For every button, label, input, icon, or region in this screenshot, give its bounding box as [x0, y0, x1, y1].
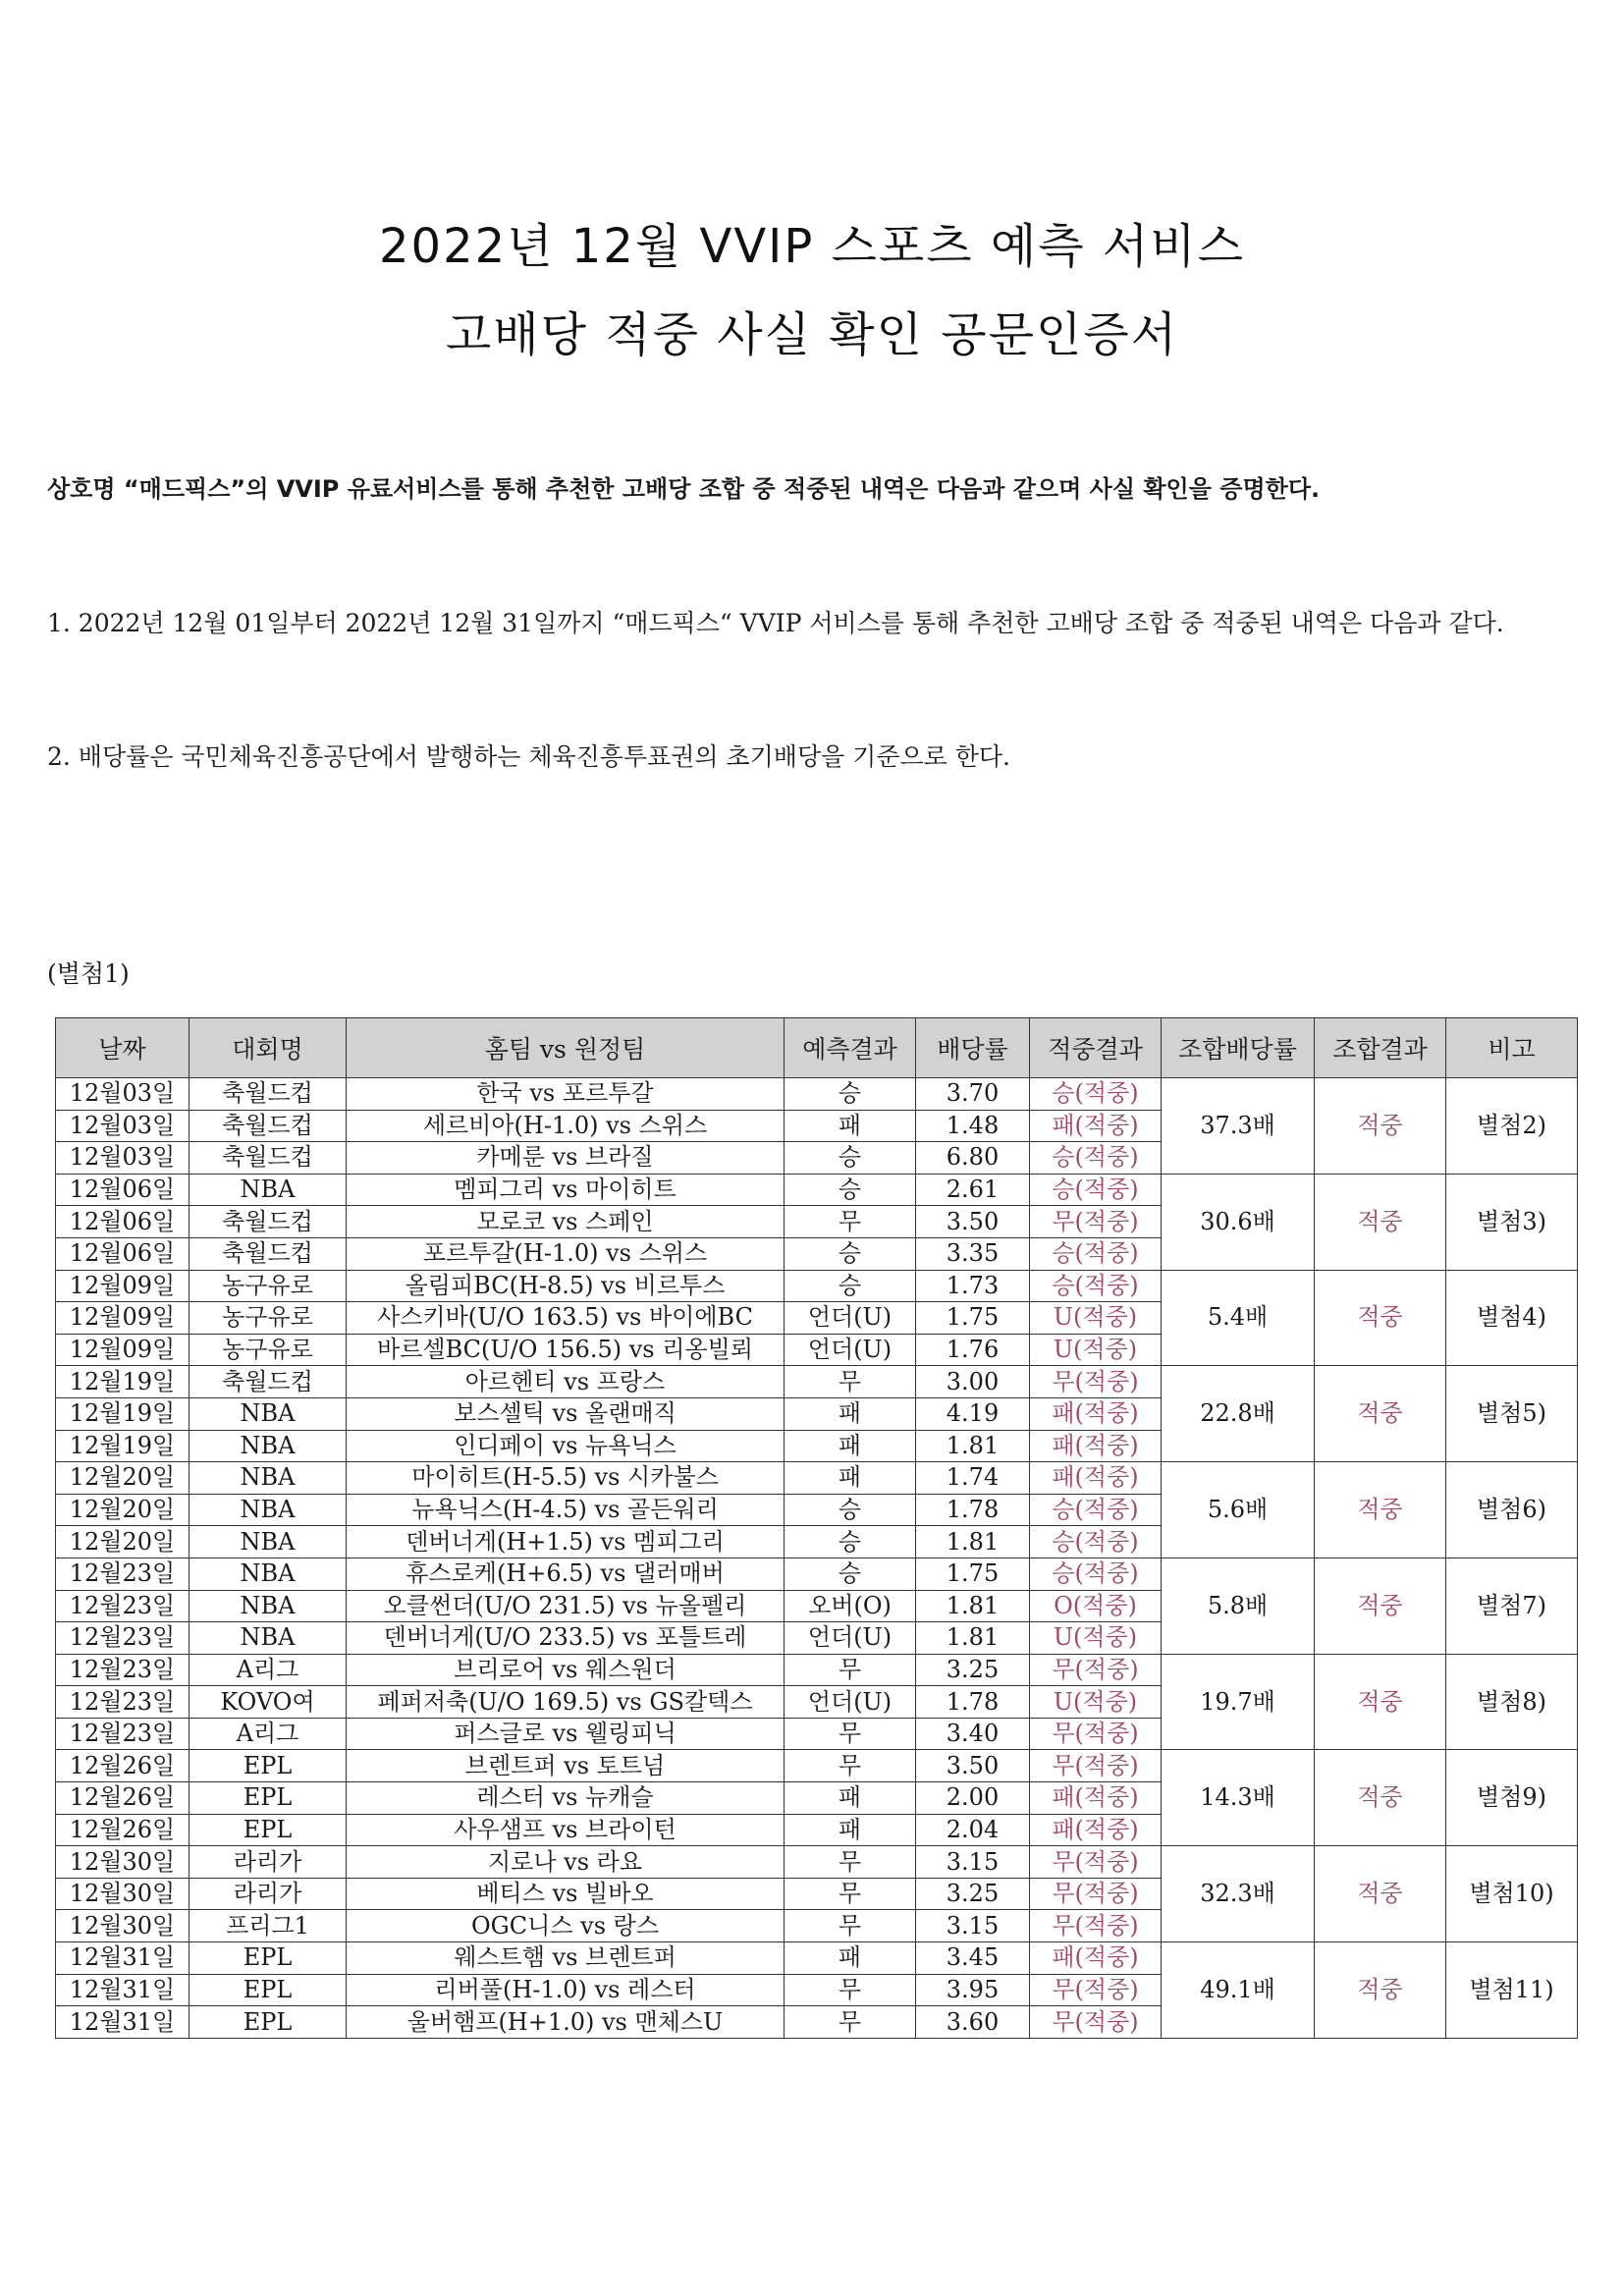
date-cell: 12월06일 — [56, 1237, 189, 1270]
hit-result-cell: 승(적중) — [1030, 1526, 1162, 1558]
date-cell: 12월06일 — [56, 1206, 189, 1238]
pick-cell: 무 — [785, 1846, 916, 1879]
hit-result-cell: 승(적중) — [1030, 1558, 1162, 1590]
pick-cell: 승 — [785, 1078, 916, 1111]
league-cell: NBA — [189, 1590, 347, 1622]
league-cell: 라리가 — [189, 1878, 347, 1910]
odds-cell: 1.75 — [916, 1558, 1030, 1590]
match-cell: 올림피BC(H-8.5) vs 비르투스 — [347, 1270, 785, 1302]
combo-result-cell: 적중 — [1315, 1558, 1446, 1654]
league-cell: 농구유로 — [189, 1334, 347, 1366]
odds-cell: 1.81 — [916, 1430, 1030, 1462]
date-cell: 12월19일 — [56, 1397, 189, 1430]
match-cell: 마이히트(H-5.5) vs 시카불스 — [347, 1462, 785, 1495]
odds-cell: 3.25 — [916, 1878, 1030, 1910]
odds-cell: 2.04 — [916, 1814, 1030, 1846]
odds-cell: 3.40 — [916, 1718, 1030, 1750]
league-cell: 축월드컵 — [189, 1110, 347, 1142]
pick-cell: 승 — [785, 1270, 916, 1302]
combo-result-cell: 적중 — [1315, 1846, 1446, 1942]
match-cell: 카메룬 vs 브라질 — [347, 1142, 785, 1175]
header-pick: 예측결과 — [785, 1018, 916, 1078]
pick-cell: 무 — [785, 1654, 916, 1686]
pick-cell: 오버(O) — [785, 1590, 916, 1622]
combo-result-cell: 적중 — [1315, 1942, 1446, 2039]
table-header-row — [56, 1018, 1578, 1078]
league-cell: A리그 — [189, 1718, 347, 1750]
pick-cell: 승 — [785, 1174, 916, 1206]
pick-cell: 무 — [785, 1750, 916, 1782]
note-cell: 별첨5) — [1446, 1366, 1578, 1462]
combo-result-cell: 적중 — [1315, 1270, 1446, 1366]
match-cell: 보스셀틱 vs 올랜매직 — [347, 1397, 785, 1430]
odds-cell: 1.74 — [916, 1462, 1030, 1495]
document-title-line1: 2022년 12월 VVIP 스포츠 예측 서비스 — [379, 219, 1245, 274]
table-row — [56, 1462, 1578, 1495]
odds-cell: 3.45 — [916, 1942, 1030, 1975]
hit-result-cell: 패(적중) — [1030, 1110, 1162, 1142]
match-cell: 오클썬더(U/O 231.5) vs 뉴올펠리 — [347, 1590, 785, 1622]
date-cell: 12월20일 — [56, 1462, 189, 1495]
match-cell: 레스터 vs 뉴캐슬 — [347, 1782, 785, 1815]
hit-result-cell: 무(적중) — [1030, 1974, 1162, 2006]
hit-result-cell: 승(적중) — [1030, 1494, 1162, 1526]
match-cell: 포르투갈(H-1.0) vs 스위스 — [347, 1237, 785, 1270]
pick-cell: 무 — [785, 1366, 916, 1398]
date-cell: 12월03일 — [56, 1078, 189, 1111]
pick-cell: 무 — [785, 1206, 916, 1238]
pick-cell: 패 — [785, 1430, 916, 1462]
date-cell: 12월31일 — [56, 2006, 189, 2039]
match-cell: 퍼스글로 vs 웰링피닉 — [347, 1718, 785, 1750]
note-cell: 별첨4) — [1446, 1270, 1578, 1366]
odds-cell: 1.76 — [916, 1334, 1030, 1366]
hit-result-cell: 승(적중) — [1030, 1142, 1162, 1175]
pick-cell: 언더(U) — [785, 1622, 916, 1655]
league-cell: NBA — [189, 1494, 347, 1526]
odds-cell: 3.15 — [916, 1910, 1030, 1942]
table-row — [56, 1558, 1578, 1590]
league-cell: A리그 — [189, 1654, 347, 1686]
combo-odds-cell: 22.8배 — [1162, 1366, 1315, 1462]
league-cell: NBA — [189, 1430, 347, 1462]
header-odds: 배당률 — [916, 1018, 1030, 1078]
match-cell: 페퍼저축(U/O 169.5) vs GS칼텍스 — [347, 1686, 785, 1719]
combo-odds-cell: 49.1배 — [1162, 1942, 1315, 2039]
date-cell: 12월30일 — [56, 1878, 189, 1910]
note-cell: 별첨7) — [1446, 1558, 1578, 1654]
league-cell: 축월드컵 — [189, 1078, 347, 1111]
header-note: 비고 — [1446, 1018, 1578, 1078]
table-row — [56, 1078, 1578, 1111]
league-cell: NBA — [189, 1558, 347, 1590]
match-cell: 브리로어 vs 웨스원더 — [347, 1654, 785, 1686]
odds-cell: 1.78 — [916, 1686, 1030, 1719]
combo-result-cell: 적중 — [1315, 1366, 1446, 1462]
league-cell: 축월드컵 — [189, 1237, 347, 1270]
match-cell: 사스키바(U/O 163.5) vs 바이에BC — [347, 1302, 785, 1335]
pick-cell: 승 — [785, 1558, 916, 1590]
combo-odds-cell: 32.3배 — [1162, 1846, 1315, 1942]
hit-result-cell: 무(적중) — [1030, 2006, 1162, 2039]
hit-result-cell: 승(적중) — [1030, 1270, 1162, 1302]
combo-odds-cell: 19.7배 — [1162, 1654, 1315, 1750]
match-cell: 지로나 vs 라요 — [347, 1846, 785, 1879]
pick-cell: 패 — [785, 1397, 916, 1430]
odds-cell: 1.75 — [916, 1302, 1030, 1335]
date-cell: 12월09일 — [56, 1302, 189, 1335]
hit-result-cell: 무(적중) — [1030, 1206, 1162, 1238]
league-cell: NBA — [189, 1174, 347, 1206]
combo-odds-cell: 14.3배 — [1162, 1750, 1315, 1846]
table-row — [56, 1174, 1578, 1206]
combo-odds-cell: 5.6배 — [1162, 1462, 1315, 1558]
note-cell: 별첨3) — [1446, 1174, 1578, 1270]
odds-cell: 1.81 — [916, 1622, 1030, 1655]
note-cell: 별첨8) — [1446, 1654, 1578, 1750]
odds-cell: 3.35 — [916, 1237, 1030, 1270]
league-cell: EPL — [189, 1750, 347, 1782]
hit-result-cell: 패(적중) — [1030, 1814, 1162, 1846]
pick-cell: 패 — [785, 1462, 916, 1495]
date-cell: 12월23일 — [56, 1718, 189, 1750]
header-date: 날짜 — [56, 1018, 189, 1078]
league-cell: NBA — [189, 1526, 347, 1558]
league-cell: 농구유로 — [189, 1302, 347, 1335]
match-cell: 브렌트퍼 vs 토트넘 — [347, 1750, 785, 1782]
date-cell: 12월09일 — [56, 1334, 189, 1366]
pick-cell: 승 — [785, 1494, 916, 1526]
date-cell: 12월31일 — [56, 1974, 189, 2006]
odds-cell: 2.61 — [916, 1174, 1030, 1206]
match-cell: 울버햄프(H+1.0) vs 맨체스U — [347, 2006, 785, 2039]
match-cell: 휴스로케(H+6.5) vs 댈러매버 — [347, 1558, 785, 1590]
date-cell: 12월20일 — [56, 1526, 189, 1558]
hit-result-cell: 패(적중) — [1030, 1942, 1162, 1975]
note-cell: 별첨11) — [1446, 1942, 1578, 2039]
pick-cell: 무 — [785, 1974, 916, 2006]
league-cell: 축월드컵 — [189, 1366, 347, 1398]
combo-result-cell: 적중 — [1315, 1078, 1446, 1175]
hit-result-cell: 승(적중) — [1030, 1174, 1162, 1206]
combo-result-cell: 적중 — [1315, 1750, 1446, 1846]
match-cell: 덴버너게(U/O 233.5) vs 포틀트레 — [347, 1622, 785, 1655]
combo-odds-cell: 5.8배 — [1162, 1558, 1315, 1654]
combo-result-cell: 적중 — [1315, 1174, 1446, 1270]
pick-cell: 승 — [785, 1142, 916, 1175]
date-cell: 12월31일 — [56, 1942, 189, 1975]
pick-cell: 무 — [785, 1878, 916, 1910]
date-cell: 12월23일 — [56, 1558, 189, 1590]
date-cell: 12월06일 — [56, 1174, 189, 1206]
pick-cell: 패 — [785, 1782, 916, 1815]
match-cell: 뉴욕닉스(H-4.5) vs 골든워리 — [347, 1494, 785, 1526]
pick-cell: 무 — [785, 2006, 916, 2039]
odds-cell: 3.00 — [916, 1366, 1030, 1398]
odds-cell: 6.80 — [916, 1142, 1030, 1175]
note-cell: 별첨6) — [1446, 1462, 1578, 1558]
odds-cell: 3.15 — [916, 1846, 1030, 1879]
table-row — [56, 1942, 1578, 1975]
odds-cell: 4.19 — [916, 1397, 1030, 1430]
header-match: 홈팀 vs 원정팀 — [347, 1018, 785, 1078]
hit-result-cell: U(적중) — [1030, 1334, 1162, 1366]
odds-cell: 2.00 — [916, 1782, 1030, 1815]
hit-result-cell: 승(적중) — [1030, 1078, 1162, 1111]
odds-cell: 3.25 — [916, 1654, 1030, 1686]
match-cell: 모로코 vs 스페인 — [347, 1206, 785, 1238]
pick-cell: 언더(U) — [785, 1302, 916, 1335]
odds-cell: 3.60 — [916, 2006, 1030, 2039]
match-cell: 덴버너게(H+1.5) vs 멤피그리 — [347, 1526, 785, 1558]
match-cell: 멤피그리 vs 마이히트 — [347, 1174, 785, 1206]
hit-result-cell: 무(적중) — [1030, 1718, 1162, 1750]
date-cell: 12월23일 — [56, 1654, 189, 1686]
league-cell: 프리그1 — [189, 1910, 347, 1942]
date-cell: 12월26일 — [56, 1750, 189, 1782]
date-cell: 12월19일 — [56, 1366, 189, 1398]
header-combo-result: 조합결과 — [1315, 1018, 1446, 1078]
league-cell: 축월드컵 — [189, 1206, 347, 1238]
date-cell: 12월23일 — [56, 1622, 189, 1655]
table-row — [56, 1270, 1578, 1302]
date-cell: 12월30일 — [56, 1846, 189, 1879]
document-title-line2: 고배당 적중 사실 확인 공문인증서 — [445, 307, 1179, 362]
hit-result-cell: 무(적중) — [1030, 1750, 1162, 1782]
hit-result-cell: 승(적중) — [1030, 1237, 1162, 1270]
league-cell: 라리가 — [189, 1846, 347, 1879]
paragraph-period: 1. 2022년 12월 01일부터 2022년 12월 31일까지 “매드픽스“ VVIP 서비스를 통해 추천한 고배당 조합 중 적중된 내역은 다음과 같다. — [47, 609, 1504, 637]
date-cell: 12월23일 — [56, 1590, 189, 1622]
league-cell: EPL — [189, 1814, 347, 1846]
combo-odds-cell: 5.4배 — [1162, 1270, 1315, 1366]
match-cell: 아르헨티 vs 프랑스 — [347, 1366, 785, 1398]
league-cell: 축월드컵 — [189, 1142, 347, 1175]
odds-cell: 3.95 — [916, 1974, 1030, 2006]
header-league: 대회명 — [189, 1018, 347, 1078]
hit-result-cell: 패(적중) — [1030, 1397, 1162, 1430]
hit-result-cell: O(적중) — [1030, 1590, 1162, 1622]
odds-cell: 1.73 — [916, 1270, 1030, 1302]
table-row — [56, 1654, 1578, 1686]
date-cell: 12월23일 — [56, 1686, 189, 1719]
match-cell: 베티스 vs 빌바오 — [347, 1878, 785, 1910]
match-cell: 리버풀(H-1.0) vs 레스터 — [347, 1974, 785, 2006]
league-cell: NBA — [189, 1397, 347, 1430]
attachment-label: (별첨1) — [47, 959, 130, 988]
date-cell: 12월09일 — [56, 1270, 189, 1302]
odds-cell: 1.81 — [916, 1590, 1030, 1622]
match-cell: 바르셀BC(U/O 156.5) vs 리옹빌뢰 — [347, 1334, 785, 1366]
hit-result-cell: U(적중) — [1030, 1622, 1162, 1655]
date-cell: 12월30일 — [56, 1910, 189, 1942]
league-cell: NBA — [189, 1462, 347, 1495]
paragraph-odds-basis: 2. 배당률은 국민체육진흥공단에서 발행하는 체육진흥투표권의 초기배당을 기준으로 한다. — [47, 742, 1010, 771]
match-cell: 한국 vs 포르투갈 — [347, 1078, 785, 1111]
pick-cell: 패 — [785, 1942, 916, 1975]
match-cell: OGC니스 vs 랑스 — [347, 1910, 785, 1942]
odds-cell: 1.48 — [916, 1110, 1030, 1142]
pick-cell: 언더(U) — [785, 1686, 916, 1719]
hit-result-cell: U(적중) — [1030, 1302, 1162, 1335]
hit-result-cell: 무(적중) — [1030, 1846, 1162, 1879]
pick-cell: 무 — [785, 1910, 916, 1942]
match-cell: 웨스트햄 vs 브렌트퍼 — [347, 1942, 785, 1975]
league-cell: KOVO여 — [189, 1686, 347, 1719]
results-table — [55, 1017, 1578, 2039]
table-row — [56, 1750, 1578, 1782]
pick-cell: 무 — [785, 1718, 916, 1750]
header-combo-odds: 조합배당률 — [1162, 1018, 1315, 1078]
date-cell: 12월26일 — [56, 1814, 189, 1846]
match-cell: 세르비아(H-1.0) vs 스위스 — [347, 1110, 785, 1142]
odds-cell: 3.70 — [916, 1078, 1030, 1111]
table-row — [56, 1366, 1578, 1398]
odds-cell: 3.50 — [916, 1206, 1030, 1238]
odds-cell: 3.50 — [916, 1750, 1030, 1782]
hit-result-cell: 무(적중) — [1030, 1366, 1162, 1398]
note-cell: 별첨9) — [1446, 1750, 1578, 1846]
league-cell: EPL — [189, 1782, 347, 1815]
date-cell: 12월19일 — [56, 1430, 189, 1462]
odds-cell: 1.81 — [916, 1526, 1030, 1558]
date-cell: 12월03일 — [56, 1142, 189, 1175]
pick-cell: 패 — [785, 1110, 916, 1142]
combo-odds-cell: 30.6배 — [1162, 1174, 1315, 1270]
hit-result-cell: 무(적중) — [1030, 1654, 1162, 1686]
hit-result-cell: 패(적중) — [1030, 1462, 1162, 1495]
league-cell: NBA — [189, 1622, 347, 1655]
pick-cell: 승 — [785, 1237, 916, 1270]
pick-cell: 승 — [785, 1526, 916, 1558]
date-cell: 12월03일 — [56, 1110, 189, 1142]
hit-result-cell: 무(적중) — [1030, 1910, 1162, 1942]
combo-result-cell: 적중 — [1315, 1654, 1446, 1750]
pick-cell: 언더(U) — [785, 1334, 916, 1366]
hit-result-cell: 무(적중) — [1030, 1878, 1162, 1910]
intro-statement: 상호명 “매드픽스”의 VVIP 유료서비스를 통해 추천한 고배당 조합 중 적중된 내역은 다음과 같으며 사실 확인을 증명한다. — [47, 475, 1321, 503]
match-cell: 인디페이 vs 뉴욕닉스 — [347, 1430, 785, 1462]
combo-odds-cell: 37.3배 — [1162, 1078, 1315, 1175]
combo-result-cell: 적중 — [1315, 1462, 1446, 1558]
date-cell: 12월26일 — [56, 1782, 189, 1815]
league-cell: EPL — [189, 1974, 347, 2006]
odds-cell: 1.78 — [916, 1494, 1030, 1526]
table-row — [56, 1846, 1578, 1879]
match-cell: 사우샘프 vs 브라이턴 — [347, 1814, 785, 1846]
league-cell: 농구유로 — [189, 1270, 347, 1302]
pick-cell: 패 — [785, 1814, 916, 1846]
note-cell: 별첨2) — [1446, 1078, 1578, 1175]
league-cell: EPL — [189, 1942, 347, 1975]
hit-result-cell: 패(적중) — [1030, 1782, 1162, 1815]
header-hit: 적중결과 — [1030, 1018, 1162, 1078]
hit-result-cell: U(적중) — [1030, 1686, 1162, 1719]
note-cell: 별첨10) — [1446, 1846, 1578, 1942]
league-cell: EPL — [189, 2006, 347, 2039]
date-cell: 12월20일 — [56, 1494, 189, 1526]
hit-result-cell: 패(적중) — [1030, 1430, 1162, 1462]
